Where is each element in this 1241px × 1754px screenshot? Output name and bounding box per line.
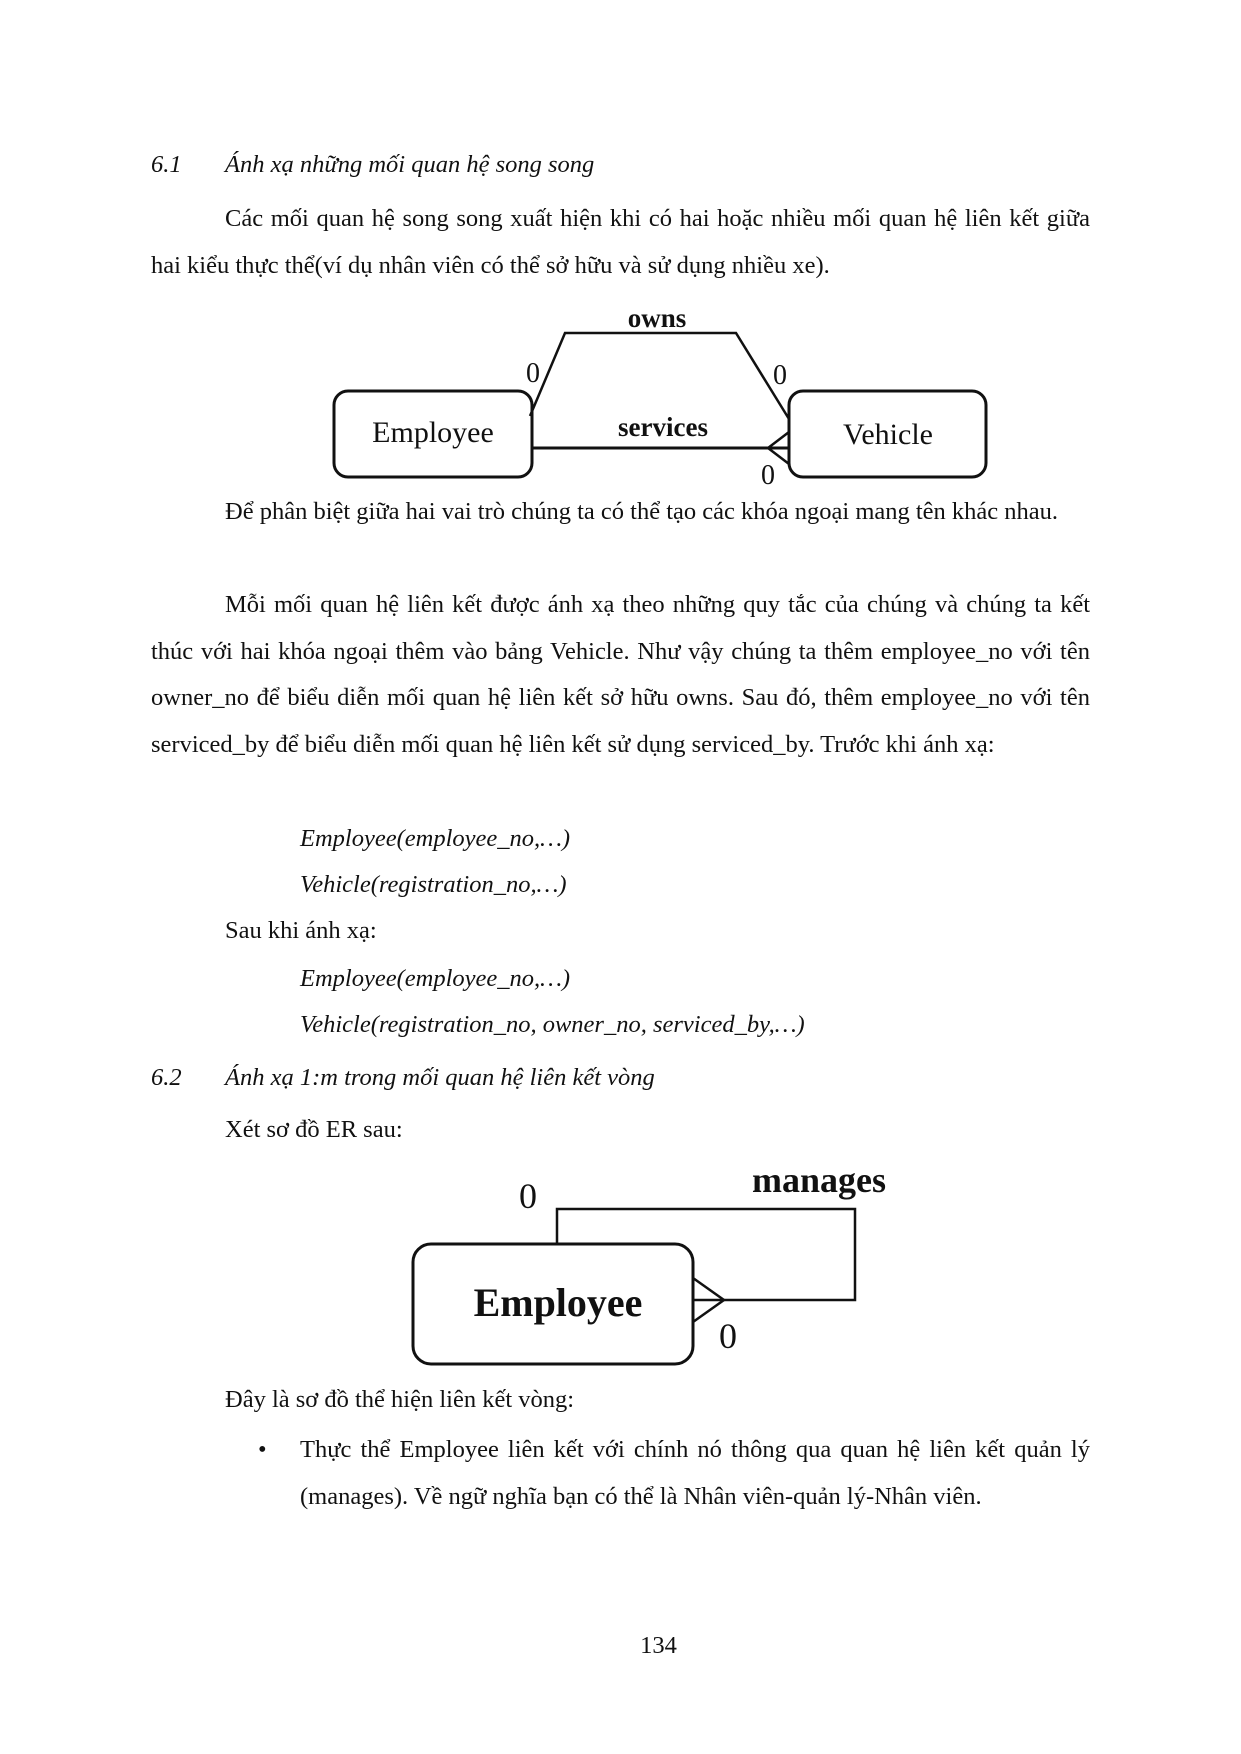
schema-before-employee: Employee(employee_no,…): [300, 825, 571, 852]
manages-label: manages: [752, 1160, 886, 1200]
owns-label: owns: [627, 303, 687, 333]
section-number: 6.1: [151, 151, 182, 178]
recursive-relationship-diagram: [413, 1160, 886, 1364]
section-title: Ánh xạ những mối quan hệ song song: [225, 151, 595, 178]
section-heading-6-2: [151, 1063, 655, 1093]
diagram-caption: Đây là sơ đồ thể hiện liên kết vòng:: [225, 1386, 575, 1413]
employee-label: Employee: [473, 1280, 643, 1325]
section-number: 6.2: [151, 1064, 182, 1091]
parallel-relationship-diagram: [334, 303, 986, 491]
paragraph-foreign-keys: Để phân biệt giữa hai vai trò chúng ta có thể tạo các khóa ngoại mang tên khác nhau.: [225, 498, 1059, 525]
schema-after-vehicle: Vehicle(registration_no, owner_no, serviced_by,…): [300, 1011, 805, 1038]
bullet-item: Thực thể Employee liên kết với chính nó thông qua quan hệ liên kết quản lý (manages). Về ngữ nghĩa bạn có thể là Nhân viên-quản lý-Nhân viên.: [300, 1436, 1090, 1510]
schema-before-vehicle: Vehicle(registration_no,…): [300, 871, 567, 898]
cardinality-label: 0: [719, 1316, 737, 1356]
cardinality-label: 0: [773, 360, 787, 391]
owns-line: [530, 333, 789, 419]
paragraph-mapping: Mỗi mối quan hệ liên kết được ánh xạ theo những quy tắc của chúng và chúng ta kết thúc với hai khóa ngoại thêm vào bảng Vehicle. Như vậy chúng ta thêm employee_no với tên owner_no để biểu diễn mối quan hệ liên kết sở hữu owns. Sau đó, thêm employee_no với tên serviced_by để biểu diễn mối quan hệ liên kết sử dụng serviced_by. Trước khi ánh xạ:: [151, 591, 1090, 759]
schema-after-employee: Employee(employee_no,…): [300, 965, 571, 992]
cardinality-label: 0: [761, 460, 775, 491]
er-intro: Xét sơ đồ ER sau:: [225, 1116, 403, 1143]
employee-label: Employee: [372, 416, 494, 449]
after-mapping-label: Sau khi ánh xạ:: [225, 917, 377, 944]
services-label: services: [618, 412, 708, 442]
page-number: 134: [640, 1632, 677, 1659]
cardinality-label: 0: [519, 1176, 537, 1216]
cardinality-label: 0: [526, 358, 540, 389]
section-title: Ánh xạ 1:m trong mối quan hệ liên kết vòng: [225, 1064, 655, 1091]
bullet-icon: •: [258, 1436, 267, 1463]
vehicle-label: Vehicle: [843, 418, 933, 451]
paragraph-intro: Các mối quan hệ song song xuất hiện khi có hai hoặc nhiều mối quan hệ liên kết giữa hai kiểu thực thể(ví dụ nhân viên có thể sở hữu và sử dụng nhiều xe).: [151, 205, 1090, 279]
